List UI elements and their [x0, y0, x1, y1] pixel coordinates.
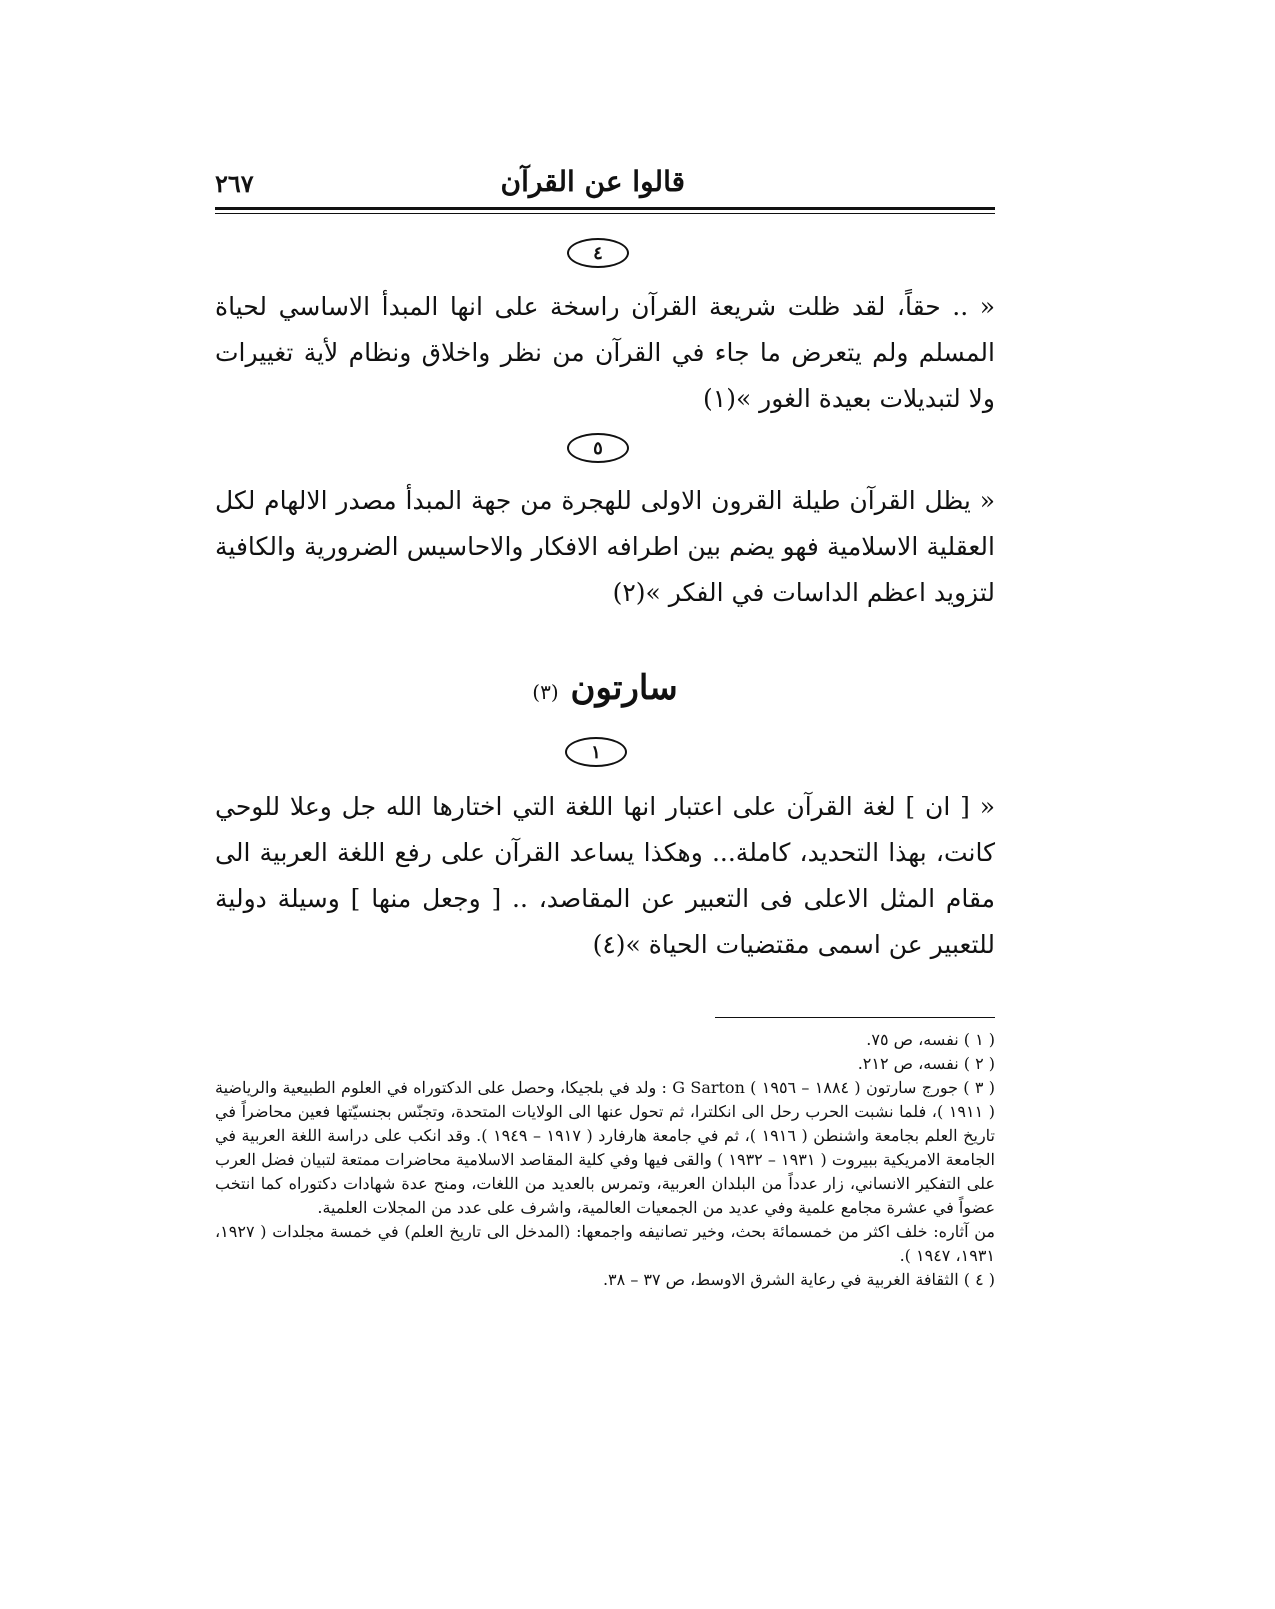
quote-number-badge: ٥ [567, 433, 629, 463]
footnote: ( ٤ ) الثقافة الغربية في رعاية الشرق الاوسط، ص ٣٧ – ٣٨. [602, 1270, 995, 1289]
running-title: قالوا عن القرآن [500, 165, 685, 198]
footnote: ( ٣ ) جورج سارتون ( ١٨٨٤ – ١٩٥٦ ) G Sarton : ولد في بلجيكا، وحصل على الدكتوراه في العلوم الطبيعية والرياضية ( ١٩١١ )، فلما نشبت الحرب رحل الى انكلترا، ثم تحول عنها الى الولايات المتحدة، وتجنّس بجنسيّتها فعين محاضراً في تاريخ العلم بجامعة واشنطن ( ١٩١٦ )، ثم في جامعة هارفارد ( ١٩١٧ – ١٩٤٩ ). وقد انكب على دراسة اللغة العربية في الجامعة الامريكية ببيروت ( ١٩٣١ – ١٩٣٢ ) والقى فيها وفي كلية المقاصد الاسلامية محاضرات ممتعة لتبيان فضل العرب على التفكير الانساني، زار عدداً من البلدان العربية، وتمرس بالعديد من اللغات، ومنح عدة شهادات دكتوراه كما انتخب عضواً في عشرة مجامع علمية وفي عديد من الجمعيات العالمية، واشرف على عدد من المجلات العلمية. [215, 1078, 996, 1217]
quote-paragraph: « .. حقاً، لقد ظلت شريعة القرآن راسخة على انها المبدأ الاساسي لحياة المسلم ولم يتعرض ما جاء في القرآن من نظر واخلاق ونظام لأية تغييرات ولا لتبديلات بعيدة الغور »(١) [215, 292, 995, 413]
quote-paragraph: « يظل القرآن طيلة القرون الاولى للهجرة من جهة المبدأ مصدر الالهام لكل العقلية الاسلامية فهو يضم بين اطرافه الافكار والاحاسيس الضرورية والكافية لتزويد اعظم الداسات في الفكر »(٢) [215, 486, 995, 607]
section-heading-footnote-ref: (٣) [532, 680, 559, 704]
footnote: ( ١ ) نفسه، ص ٧٥. [866, 1030, 995, 1049]
header-rule-thick [215, 207, 995, 210]
footnote: من آثاره: خلف اكثر من خمسمائة بحث، وخير تصانيفه واجمعها: (المدخل الى تاريخ العلم) في خمسة مجلدات ( ١٩٢٧، ١٩٣١، ١٩٤٧ ). [215, 1222, 996, 1265]
section-heading-name: سارتون [570, 668, 678, 708]
footnotes [215, 1028, 995, 1292]
running-header [215, 165, 995, 205]
footnote-separator [715, 1017, 995, 1018]
page-number: ٢٦٧ [215, 169, 254, 198]
section-heading [215, 668, 995, 708]
header-rule-thin [215, 213, 995, 214]
quote-paragraph: « [ ان ] لغة القرآن على اعتبار انها اللغة التي اختارها الله جل وعلا للوحي كانت، بهذا التحديد، كاملة... وهكذا يساعد القرآن على رفع اللغة العربية الى مقام المثل الاعلى فى التعبير عن المقاصد، .. [ وجعل منها ] وسيلة دولية للتعبير عن اسمى مقتضيات الحياة »(٤) [215, 792, 995, 959]
quote-number-badge: ١ [565, 737, 627, 767]
quote-number-badge: ٤ [567, 238, 629, 268]
footnote: ( ٢ ) نفسه، ص ٢١٢. [857, 1054, 995, 1073]
